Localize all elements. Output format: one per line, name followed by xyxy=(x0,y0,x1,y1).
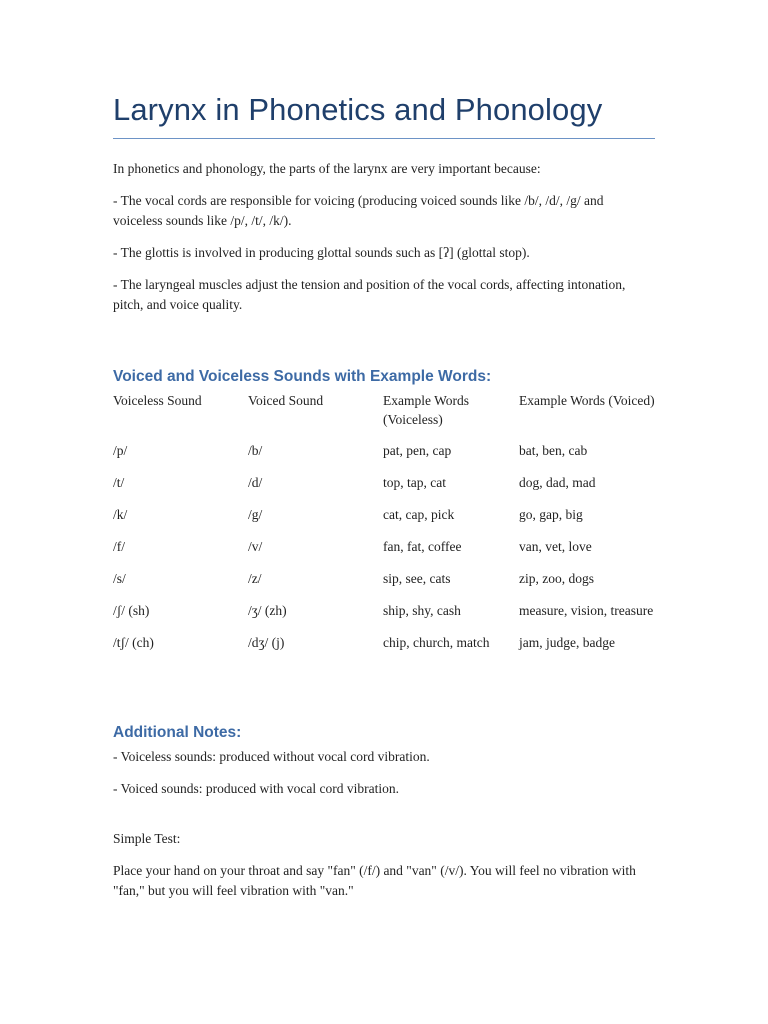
table-cell: /p/ xyxy=(113,443,128,458)
table-cell: pat, pen, cap xyxy=(383,443,452,458)
table-header-row xyxy=(113,391,655,441)
table-row xyxy=(113,441,655,473)
table-cell: dog, dad, mad xyxy=(519,475,596,490)
table-header-cell: Example Words (Voiced) xyxy=(519,393,655,408)
section-heading-additional-notes: Additional Notes: xyxy=(113,724,242,741)
table-cell: /tʃ/ (ch) xyxy=(113,635,154,650)
table-cell: /ʃ/ (sh) xyxy=(113,603,150,618)
table-row xyxy=(113,537,655,569)
table-cell: /ʒ/ (zh) xyxy=(248,603,287,618)
intro-paragraph: In phonetics and phonology, the parts of the larynx are very important because: xyxy=(113,161,541,176)
table-header-cell: Voiceless Sound xyxy=(113,393,202,408)
bullet-glottis: - The glottis is involved in producing glottal sounds such as [ʔ] (glottal stop). xyxy=(113,245,530,260)
table-cell: go, gap, big xyxy=(519,507,583,522)
table-cell: ship, shy, cash xyxy=(383,603,461,618)
table-cell: zip, zoo, dogs xyxy=(519,571,594,586)
table-cell: measure, vision, treasure xyxy=(519,603,654,618)
note-voiced: - Voiced sounds: produced with vocal cord vibration. xyxy=(113,781,399,796)
table-cell: /t/ xyxy=(113,475,125,490)
table-cell: /b/ xyxy=(248,443,263,458)
table-row xyxy=(113,569,655,601)
table-cell: /g/ xyxy=(248,507,263,522)
table-cell: chip, church, match xyxy=(383,635,490,650)
table-cell: /v/ xyxy=(248,539,263,554)
table-header-cell: Voiced Sound xyxy=(248,393,324,408)
table-cell: sip, see, cats xyxy=(383,571,451,586)
table-cell: bat, ben, cab xyxy=(519,443,588,458)
note-voiceless: - Voiceless sounds: produced without vocal cord vibration. xyxy=(113,749,430,764)
table-row xyxy=(113,473,655,505)
table-cell: van, vet, love xyxy=(519,539,592,554)
section-heading-voiced-voiceless: Voiced and Voiceless Sounds with Example Words: xyxy=(113,368,492,385)
table-cell: /k/ xyxy=(113,507,128,522)
table-cell: jam, judge, badge xyxy=(519,635,615,650)
title-underline xyxy=(113,138,655,139)
table-cell: top, tap, cat xyxy=(383,475,446,490)
sounds-table xyxy=(113,391,655,665)
table-cell: cat, cap, pick xyxy=(383,507,455,522)
table-row xyxy=(113,633,655,665)
simple-test-paragraph: Place your hand on your throat and say "fan" (/f/) and "van" (/v/). You will feel no vibration with "fan," but you will feel vibration with "van." xyxy=(113,863,636,898)
table-cell: /z/ xyxy=(248,571,262,586)
table-row xyxy=(113,505,655,537)
table-cell: /s/ xyxy=(113,571,126,586)
bullet-vocal-cords: - The vocal cords are responsible for voicing (producing voiced sounds like /b/, /d/, /g/ and voiceless sounds like /p/, /t/, /k/). xyxy=(113,193,604,228)
table-row xyxy=(113,601,655,633)
simple-test-label: Simple Test: xyxy=(113,831,181,846)
table-header-cell: Example Words (Voiceless) xyxy=(383,393,470,427)
table-cell: /d/ xyxy=(248,475,263,490)
bullet-laryngeal-muscles: - The laryngeal muscles adjust the tension and position of the vocal cords, affecting intonation, pitch, and voice quality. xyxy=(113,277,626,312)
table-cell: /f/ xyxy=(113,539,125,554)
table-cell: /dʒ/ (j) xyxy=(248,635,285,650)
page-title: Larynx in Phonetics and Phonology xyxy=(113,92,603,127)
table-cell: fan, fat, coffee xyxy=(383,539,462,554)
